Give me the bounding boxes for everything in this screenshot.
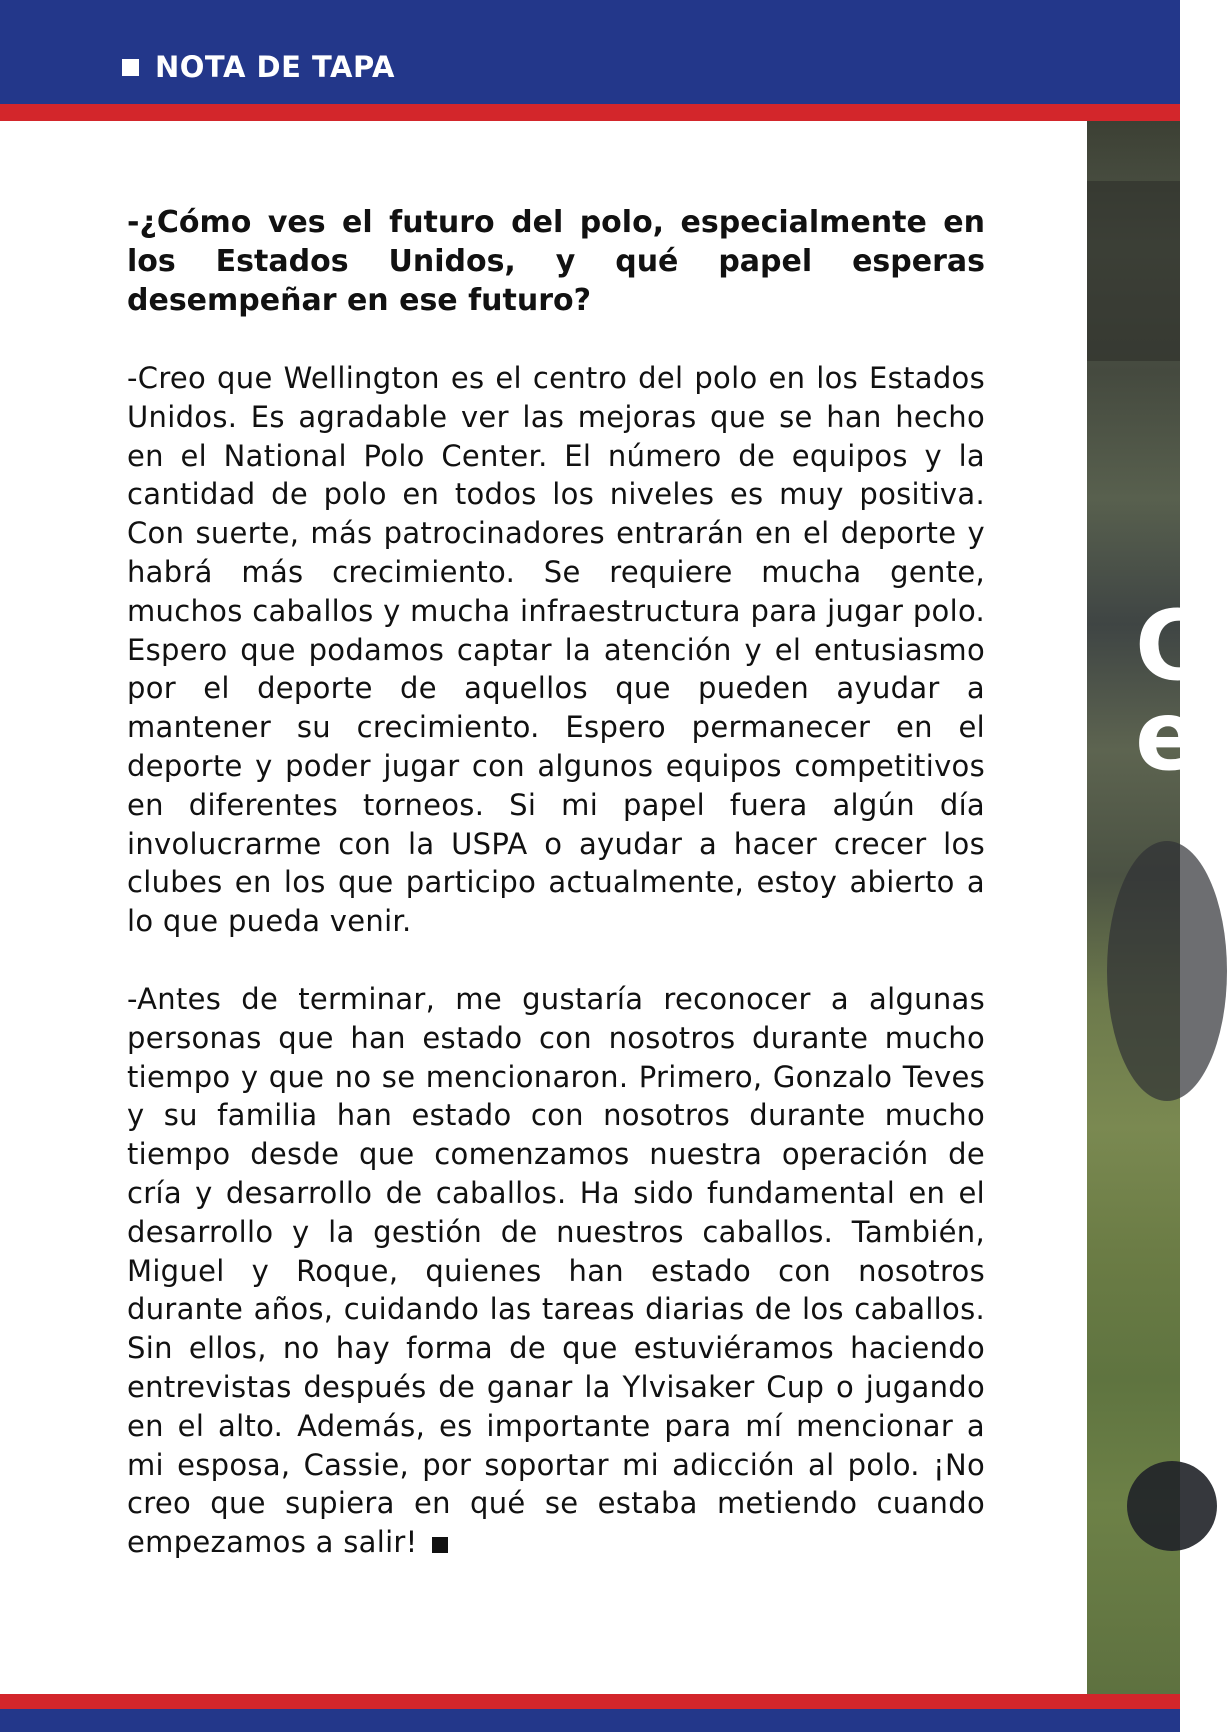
interview-answer-1: -Creo que Wellington es el centro del polo en los Estados Unidos. Es agradable ver las mejoras que se han hecho en el National Polo Center. El número de equipos y la cantidad de polo en todos los niveles es muy positiva. Con suerte, más patrocinadores entrarán en el deporte y habrá más crecimiento. Se requiere mucha gente, muchos caballos y mucha infraestructura para jugar polo. Espero que podamos captar la atención y el entusiasmo por el deporte de aquellos que pueden ayudar a mantener su crecimiento. Espero permanecer en el deporte y poder jugar con algunos equipos competitivos en diferentes torneos. Si mi papel fuera algún día involucrarme con la USPA o ayudar a hacer crecer los clubes en los que participo actualmente, estoy abierto a lo que pueda venir. bbox=[127, 361, 985, 939]
footer-band bbox=[0, 1709, 1180, 1732]
section-label-text: NOTA DE TAPA bbox=[155, 50, 395, 84]
photo-helmet bbox=[1127, 1461, 1217, 1551]
photo-shadow bbox=[1087, 181, 1180, 361]
header-red-stripe bbox=[0, 104, 1180, 121]
article-body bbox=[127, 203, 985, 1562]
section-label bbox=[122, 50, 395, 84]
end-of-article-icon bbox=[432, 1537, 448, 1553]
photo-figure bbox=[1107, 841, 1227, 1101]
interview-question: -¿Cómo ves el futuro del polo, especialmente en los Estados Unidos, y qué papel esperas desempeñar en ese futuro? bbox=[127, 205, 985, 318]
polo-photo bbox=[1087, 121, 1206, 1694]
photo-headline-fragment: C e bbox=[1135, 590, 1206, 792]
footer-red-stripe bbox=[0, 1694, 1180, 1709]
interview-answer-2 bbox=[127, 980, 985, 1562]
square-bullet-icon bbox=[122, 59, 139, 76]
interview-answer-2-text: -Antes de terminar, me gustaría reconocer a algunas personas que han estado con nosotros durante mucho tiempo y que no se mencionaron. Primero, Gonzalo Teves y su familia han estado con nosotros durante mucho tiempo desde que comenzamos nuestra operación de cría y desarrollo de caballos. Ha sido fundamental en el desarrollo y la gestión de nuestros caballos. También, Miguel y Roque, quienes han estado con nosotros durante años, cuidando las tareas diarias de los caballos. Sin ellos, no hay forma de que estuviéramos haciendo entrevistas después de ganar la Ylvisaker Cup o jugando en el alto. Además, es importante para mí mencionar a mi esposa, Cassie, por soportar mi adicción al polo. ¡No creo que supiera en qué se estaba metiendo cuando empezamos a salir! bbox=[127, 981, 985, 1560]
